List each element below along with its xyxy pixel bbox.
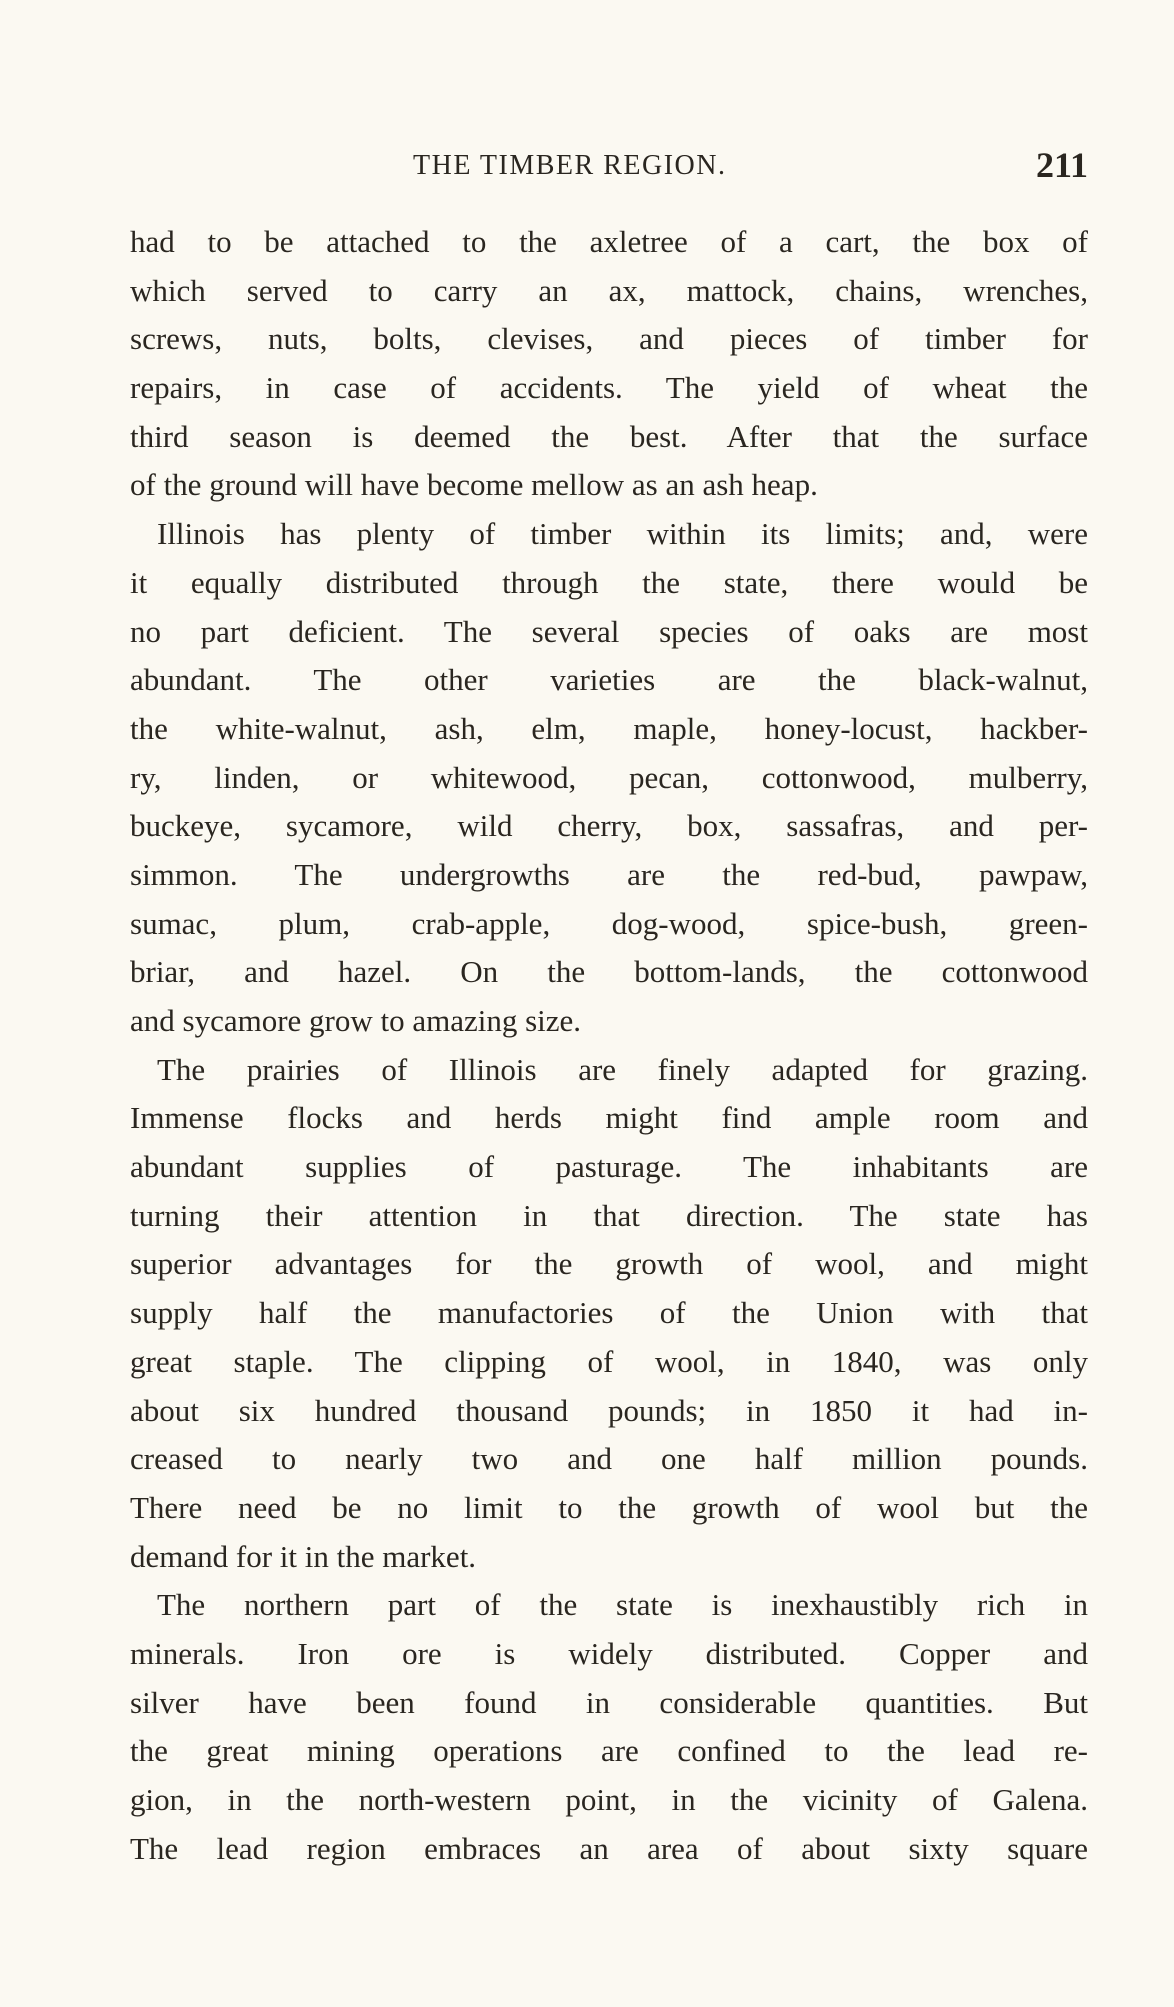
text-line: supply half the manufactories of the Union with that [130,1295,1088,1331]
text-line: The northern part of the state is inexhaustibly rich in [157,1587,1088,1623]
text-line: abundant supplies of pasturage. The inhabitants are [130,1149,1088,1185]
text-line: ry, linden, or whitewood, pecan, cottonwood, mulberry, [130,759,1088,795]
page-header [130,140,1088,190]
text-line: simmon. The undergrowths are the red-bud, pawpaw, [130,856,1088,892]
text-line: no part deficient. The several species of oaks are most [130,613,1088,649]
text-line: great staple. The clipping of wool, in 1840, was only [130,1343,1088,1379]
text-line: third season is deemed the best. After that the surface [130,418,1088,454]
text-line: creased to nearly two and one half million pounds. [130,1441,1088,1477]
body-text [130,218,1088,1873]
text-line: abundant. The other varieties are the black-walnut, [130,662,1088,698]
text-line: the white-walnut, ash, elm, maple, honey-locust, hackber- [130,710,1088,746]
text-line: The lead region embraces an area of about sixty square [130,1830,1088,1866]
text-line: Immense flocks and herds might find ample room and [130,1100,1088,1136]
text-line: silver have been found in considerable quantities. But [130,1684,1088,1720]
text-line: turning their attention in that direction. The state has [130,1197,1088,1233]
page-number: 211 [1035,145,1088,185]
text-line: minerals. Iron ore is widely distributed. Copper and [130,1635,1088,1671]
text-line: sumac, plum, crab-apple, dog-wood, spice-bush, green- [130,905,1088,941]
text-line: it equally distributed through the state, there would be [130,564,1088,600]
running-head: THE TIMBER REGION. [413,150,727,181]
text-line: the great mining operations are confined to the lead re- [130,1733,1088,1769]
text-line: of the ground will have become mellow as an ash heap. [130,467,818,503]
text-line: There need be no limit to the growth of wool but the [130,1489,1088,1525]
text-line: and sycamore grow to amazing size. [130,1003,582,1038]
text-line: buckeye, sycamore, wild cherry, box, sassafras, and per- [130,808,1088,844]
text-line: demand for it in the market. [130,1538,477,1574]
text-line: about six hundred thousand pounds; in 1850 it had in- [130,1392,1088,1428]
text-line: gion, in the north-western point, in the vicinity of Galena. [130,1782,1088,1817]
text-line: briar, and hazel. On the bottom-lands, the cottonwood [130,954,1088,990]
text-line: which served to carry an ax, mattock, chains, wrenches, [130,272,1088,308]
text-line: The prairies of Illinois are finely adapted for grazing. [157,1051,1088,1087]
text-line: had to be attached to the axletree of a cart, the box of [130,224,1088,259]
text-line: superior advantages for the growth of wool, and might [130,1246,1088,1282]
text-line: screws, nuts, bolts, clevises, and pieces of timber for [130,321,1088,357]
text-line: Illinois has plenty of timber within its limits; and, were [157,516,1088,552]
text-line: repairs, in case of accidents. The yield of wheat the [130,370,1088,406]
